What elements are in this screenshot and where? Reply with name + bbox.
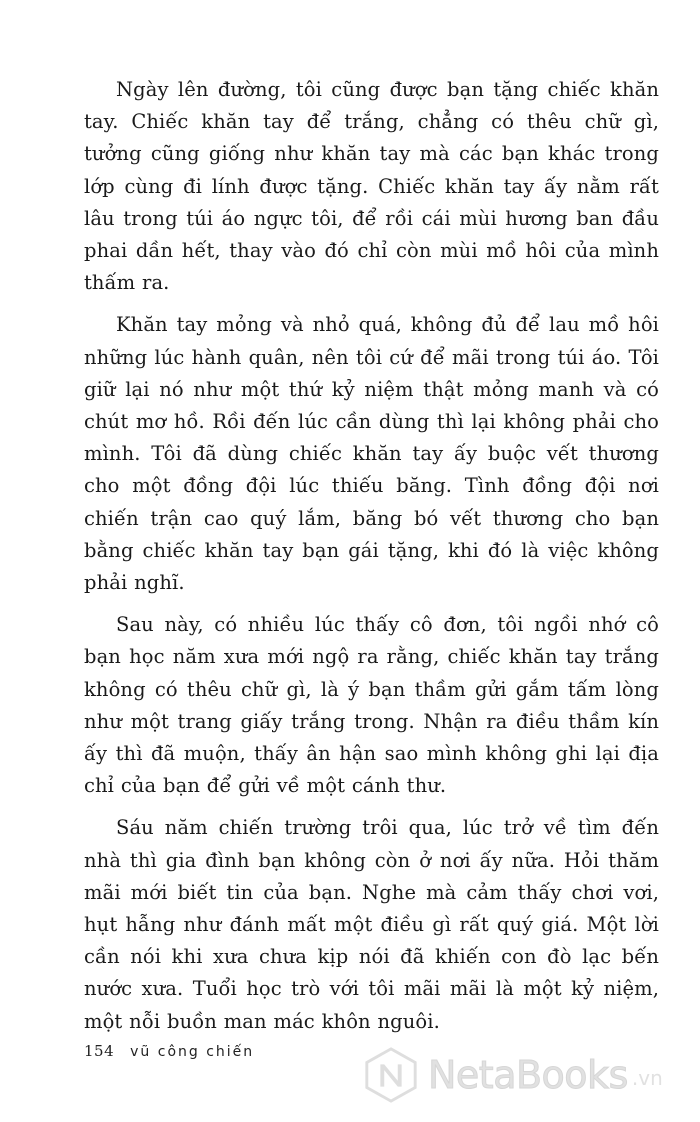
body-text [84, 74, 659, 1048]
paragraph-2: Khăn tay mỏng và nhỏ quá, không đủ để lau mồ hôi những lúc hành quân, nên tôi cứ để mãi trong túi áo. Tôi giữ lại nó như một thứ kỷ niệm thật mỏng manh và có chút mơ hồ. Rồi đến lúc cần dùng thì lại không phải cho mình. Tôi đã dùng chiếc khăn tay ấy buộc vết thương cho một đồng đội lúc thiếu băng. Tình đồng đội nơi chiến trận cao quý lắm, băng bó vết thương cho bạn bằng chiếc khăn tay bạn gái tặng, khi đó là việc không phải nghĩ. [84, 313, 659, 595]
paragraph-1: Ngày lên đường, tôi cũng được bạn tặng chiếc khăn tay. Chiếc khăn tay để trắng, chẳng có thêu chữ gì, tưởng cũng giống như khăn tay mà các bạn khác trong lớp cùng đi lính được tặng. Chiếc khăn tay ấy nằm rất lâu trong túi áo ngực tôi, để rồi cái mùi hương ban đầu phai dần hết, thay vào đó chỉ còn mùi mồ hôi của mình thấm ra. [84, 78, 659, 295]
watermark-brand: NetaBooks [428, 1053, 628, 1097]
netabooks-logo-icon [362, 1046, 420, 1104]
page-footer [84, 1042, 254, 1060]
page-number: 154 [84, 1042, 115, 1060]
author-name: vũ công chiến [130, 1044, 255, 1060]
watermark-domain: .vn [631, 1066, 663, 1090]
watermark [362, 1046, 663, 1104]
paragraph-4: Sáu năm chiến trường trôi qua, lúc trở về tìm đến nhà thì gia đình bạn không còn ở nơi ấy nữa. Hỏi thăm mãi mới biết tin của bạn. Nghe mà cảm thấy chơi vơi, hụt hẫng như đánh mất một điều gì rất quý giá. Một lời cần nói khi xưa chưa kịp nói đã khiến con đò lạc bến nước xưa. Tuổi học trò với tôi mãi mãi là một kỷ niệm, một nỗi buồn man mác khôn nguôi. [84, 816, 659, 1033]
paragraph-3: Sau này, có nhiều lúc thấy cô đơn, tôi ngồi nhớ cô bạn học năm xưa mới ngộ ra rằng, chiếc khăn tay trắng không có thêu chữ gì, là ý bạn thầm gửi gắm tấm lòng như một trang giấy trắng trong. Nhận ra điều thầm kín ấy thì đã muộn, thấy ân hận sao mình không ghi lại địa chỉ của bạn để gửi về một cánh thư. [84, 613, 659, 798]
